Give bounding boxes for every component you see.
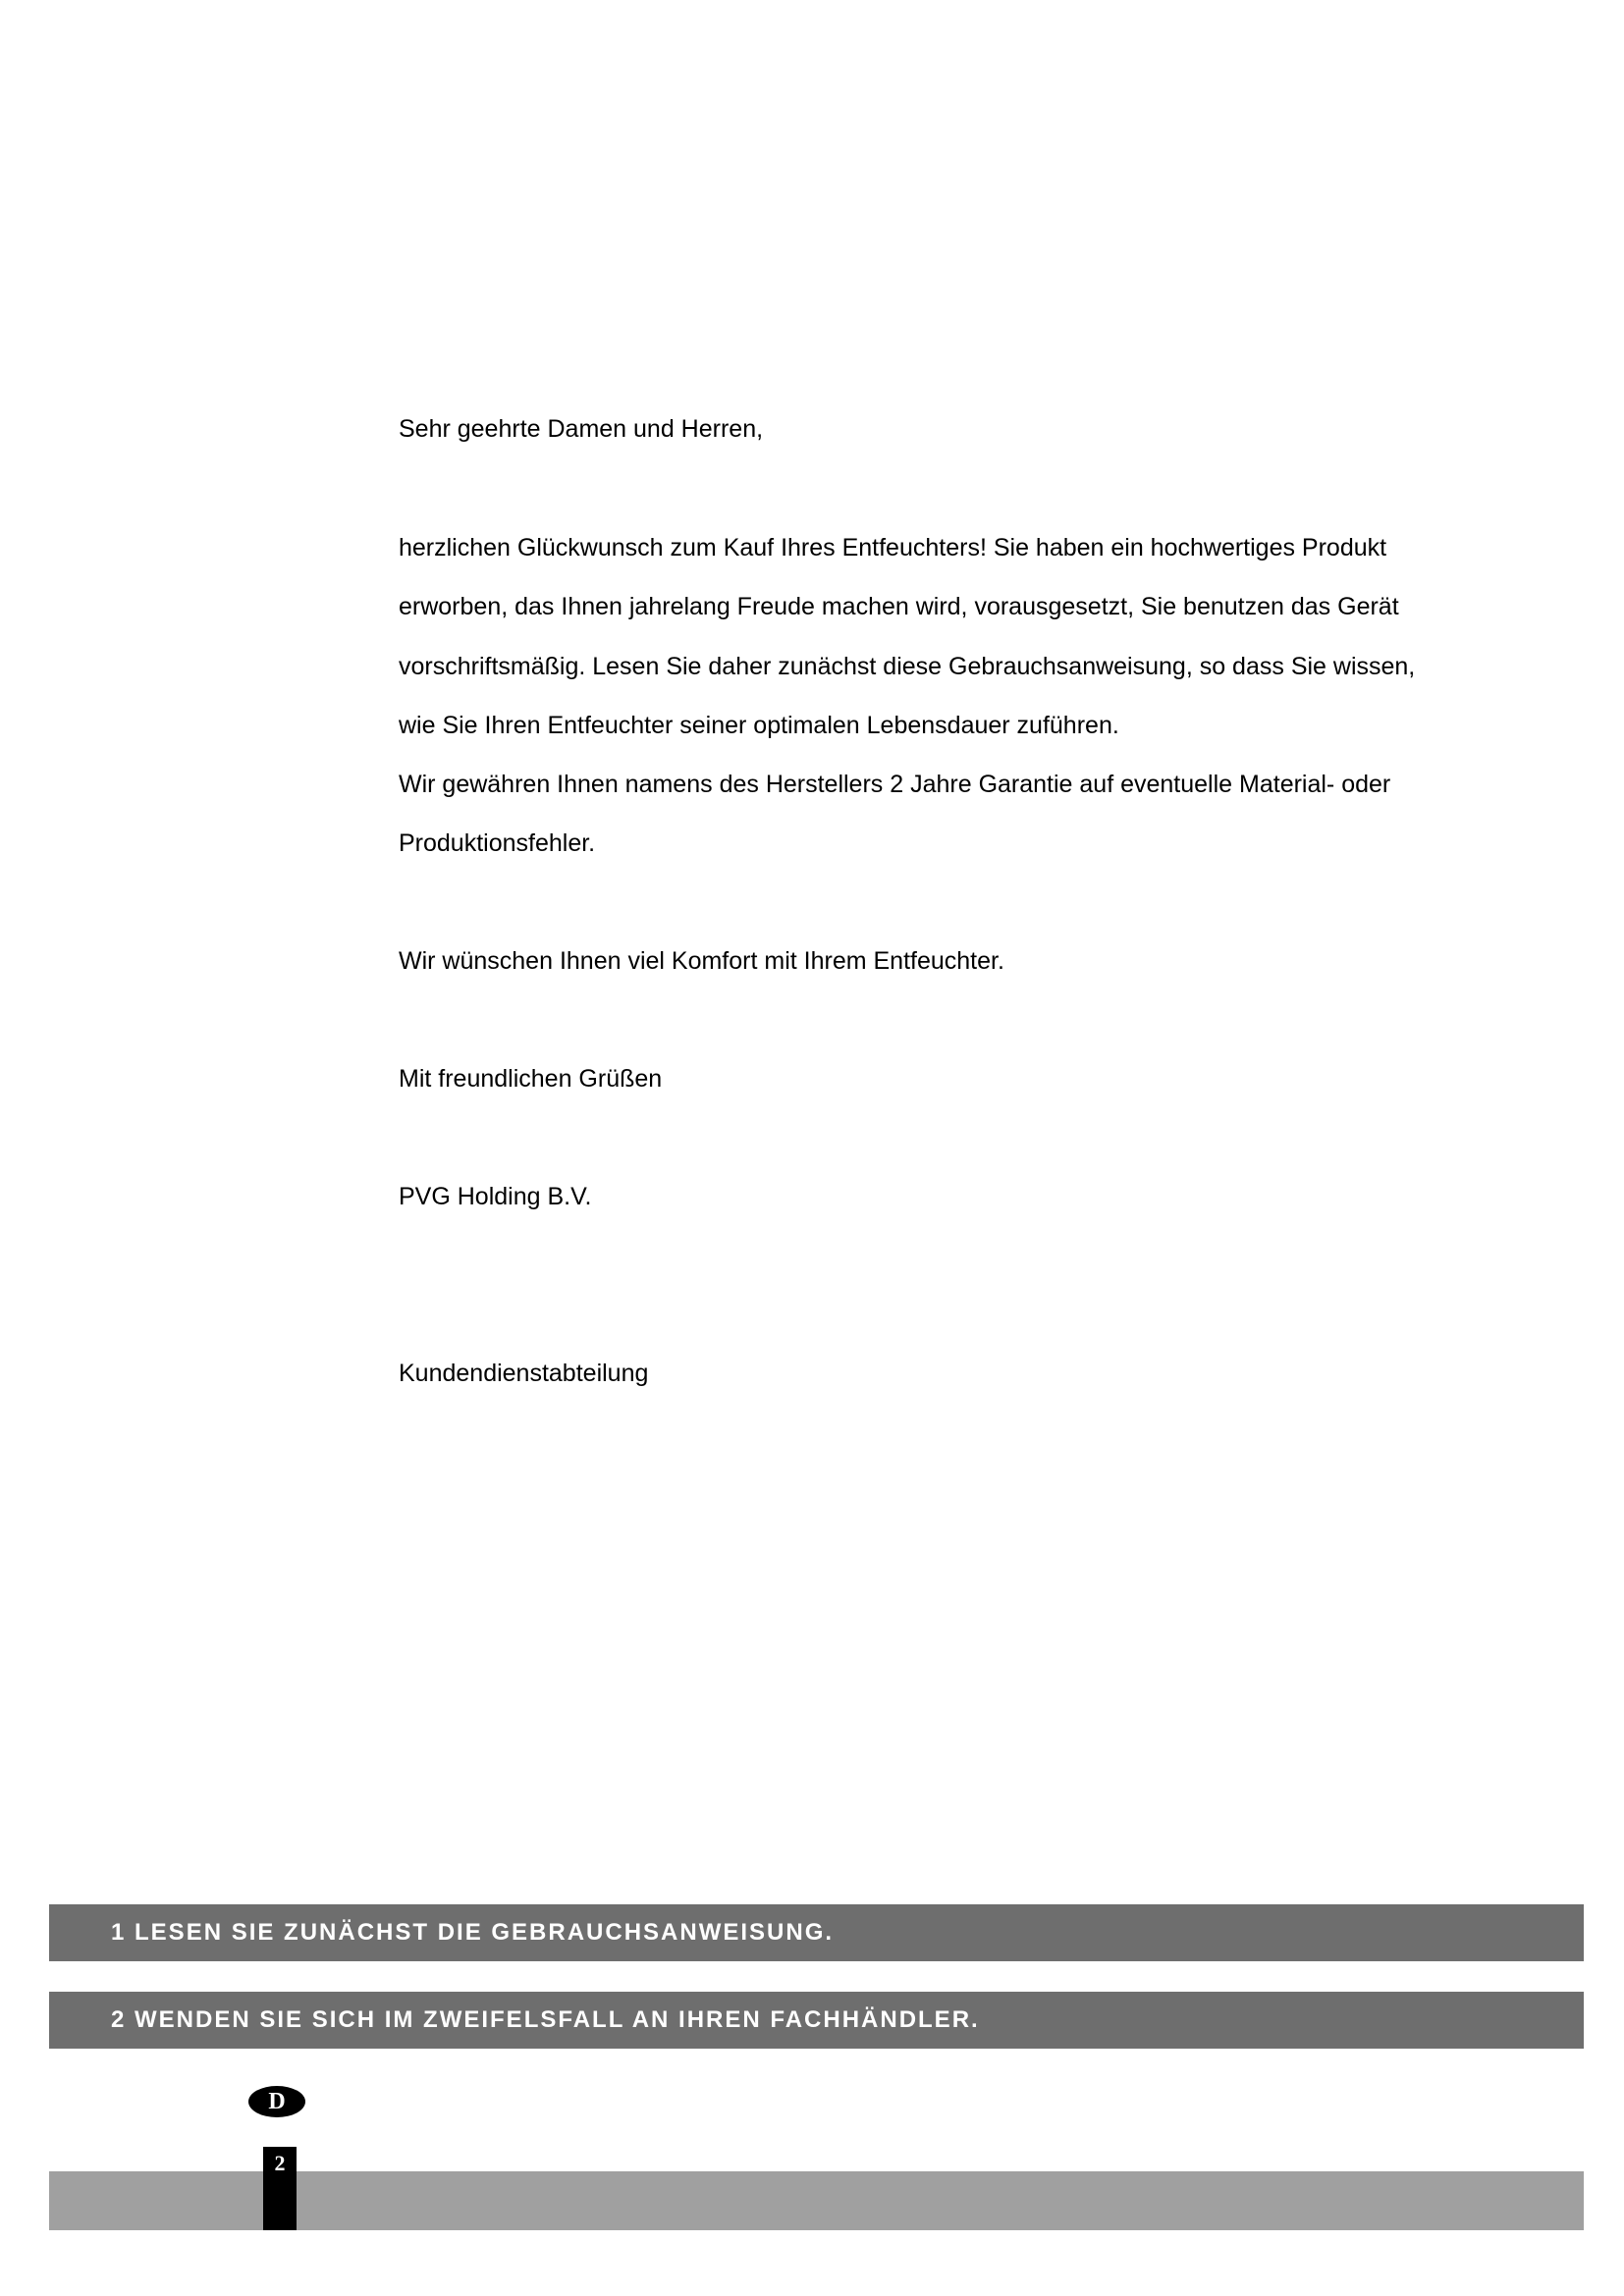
body-line: Wir gewähren Ihnen namens des Herstellers 2 Jahre Garantie auf eventuelle Material- oder [399, 771, 1391, 798]
instruction-banner-text: 2 WENDEN SIE SICH IM ZWEIFELSFALL AN IHREN FACHHÄNDLER. [111, 2006, 980, 2033]
body-line: erworben, das Ihnen jahrelang Freude machen wird, vorausgesetzt, Sie benutzen das Gerät [399, 593, 1399, 620]
page-number: 2 [263, 2147, 297, 2230]
company-name: PVG Holding B.V. [399, 1183, 592, 1210]
instruction-banner-1 [49, 1904, 1584, 1961]
department-name: Kundendienstabteilung [399, 1360, 649, 1387]
language-badge: D [248, 2086, 305, 2117]
body-line: herzlichen Glückwunsch zum Kauf Ihres Entfeuchters! Sie haben ein hochwertiges Produkt [399, 534, 1387, 561]
wish-line: Wir wünschen Ihnen viel Komfort mit Ihrem Entfeuchter. [399, 947, 1004, 975]
body-line: vorschriftsmäßig. Lesen Sie daher zunächst diese Gebrauchsanweisung, so dass Sie wissen, [399, 653, 1416, 680]
instruction-banner-2 [49, 1992, 1584, 2049]
body-line: Produktionsfehler. [399, 829, 596, 857]
body-line: wie Sie Ihren Entfeuchter seiner optimalen Lebensdauer zuführen. [399, 712, 1119, 739]
closing-line: Mit freundlichen Grüßen [399, 1065, 663, 1093]
instruction-banner-text: 1 LESEN SIE ZUNÄCHST DIE GEBRAUCHSANWEISUNG. [111, 1919, 835, 1946]
salutation: Sehr geehrte Damen und Herren, [399, 415, 764, 443]
